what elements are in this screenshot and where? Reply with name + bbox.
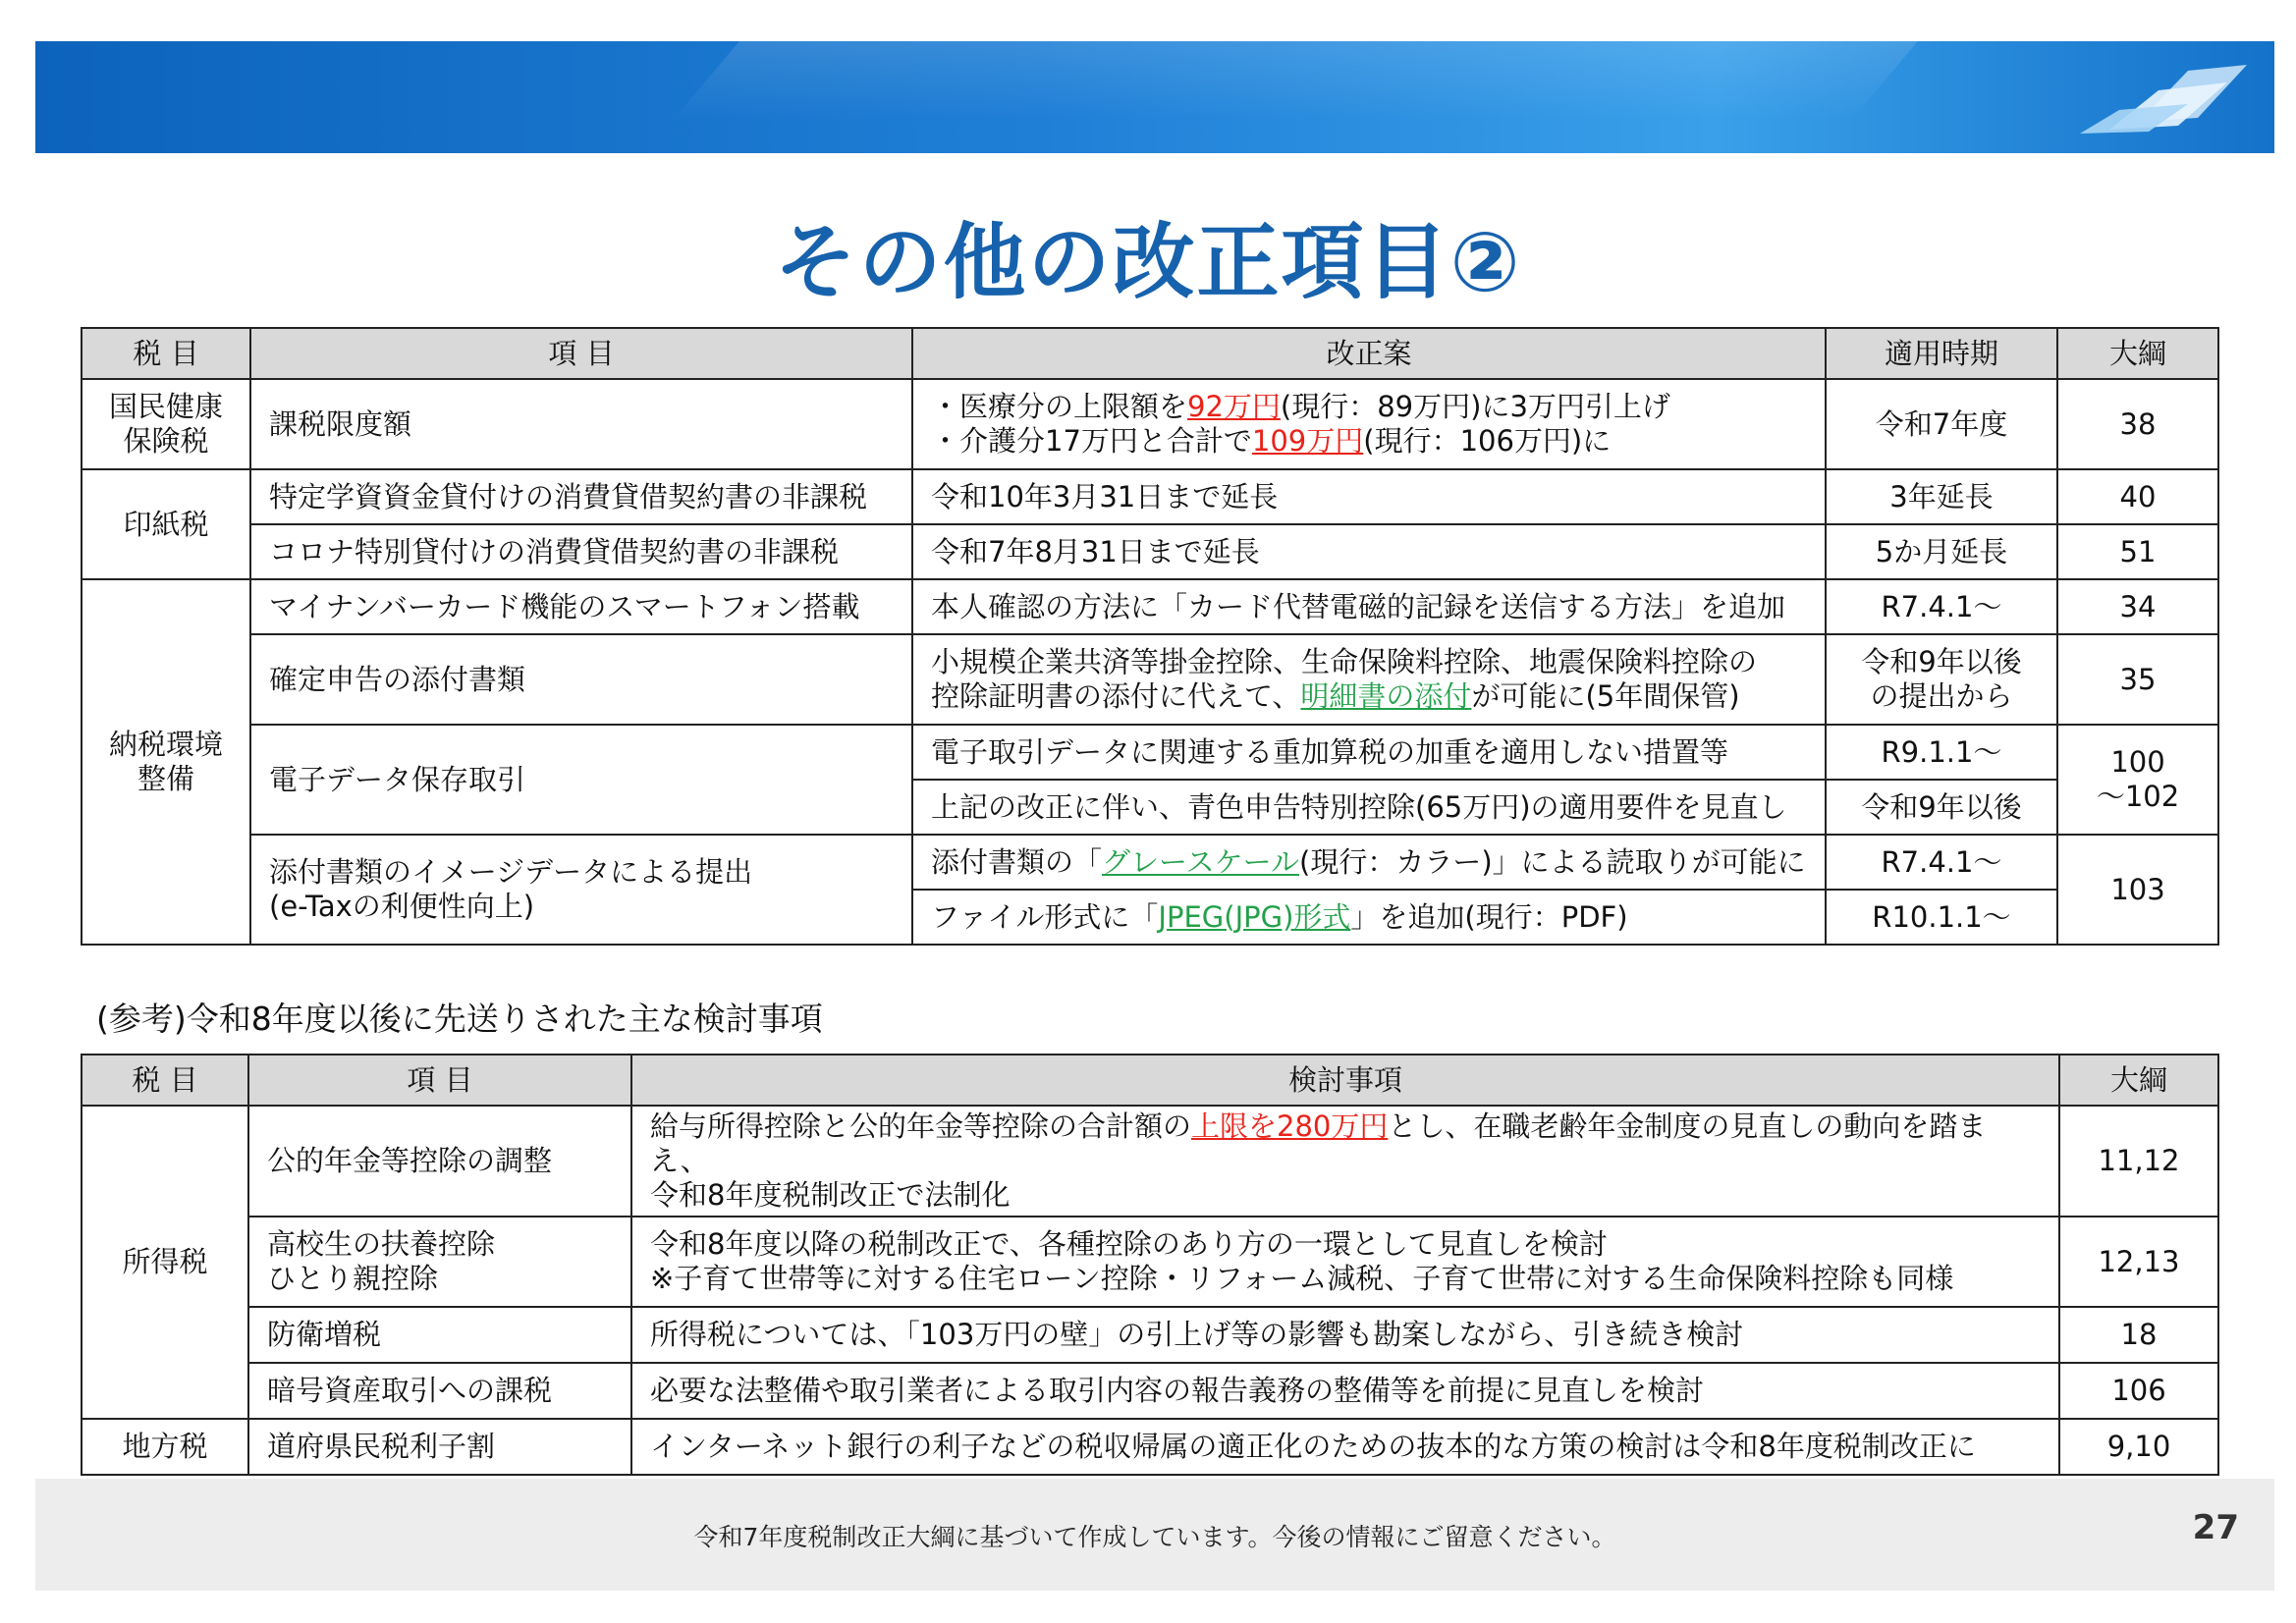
outline-cell: 103 — [2057, 835, 2218, 945]
outline-cell: 106 — [2059, 1363, 2218, 1419]
item-cell: マイナンバーカード機能のスマートフォン搭載 — [250, 579, 912, 634]
proposal-line — [931, 679, 1807, 714]
outline-cell: 9,10 — [2059, 1419, 2218, 1475]
footer-note: 令和7年度税制改正大綱に基づいて作成しています。今後の情報にご留意ください。 — [693, 1523, 1616, 1551]
proposal-line — [931, 424, 1807, 459]
table-row — [82, 1217, 2218, 1307]
tax-cell: 地方税 — [82, 1419, 248, 1475]
item-cell: 課税限度額 — [250, 379, 912, 469]
header-item: 項 目 — [250, 328, 912, 379]
highlight-red: 上限を280万円 — [1191, 1109, 1389, 1143]
header-tax: 税 目 — [82, 1055, 248, 1106]
header-band — [35, 41, 2274, 153]
proposal-line: 小規模企業共済等掛金控除、生命保険料控除、地震保険料控除の — [931, 645, 1758, 678]
consideration-line: ※子育て世帯等に対する住宅ローン控除・リフォーム減税、子育て世帯に対する生命保険料控除も同様 — [650, 1262, 1954, 1295]
consideration-cell — [631, 1217, 2059, 1307]
outline-cell: 18 — [2059, 1307, 2218, 1363]
table-row — [82, 469, 2218, 524]
text: とし、在職老齢年金制度の見直しの動向を踏まえ、 — [650, 1109, 1987, 1177]
timing-cell: R7.4.1～ — [1826, 835, 2057, 890]
proposal-cell — [912, 835, 1826, 890]
timing-cell: 令和7年度 — [1826, 379, 2057, 469]
proposal-cell: 本人確認の方法に「カード代替電磁的記録を送信する方法」を追加 — [912, 579, 1826, 634]
text: 控除証明書の添付に代えて、 — [931, 679, 1301, 713]
table-row — [82, 1106, 2218, 1217]
text: が可能に(5年間保管) — [1471, 679, 1740, 713]
text: (現行：89万円)に3万円引上げ — [1280, 390, 1670, 423]
tax-cell: 所得税 — [82, 1106, 248, 1419]
table-row — [82, 1363, 2218, 1419]
item-cell: 高校生の扶養控除 ひとり親控除 — [248, 1217, 631, 1307]
highlight-red: 92万円 — [1187, 390, 1281, 423]
table-row — [82, 725, 2218, 780]
consideration-line: 令和8年度税制改正で法制化 — [650, 1178, 1011, 1212]
proposal-cell — [912, 634, 1826, 725]
consideration-cell: 必要な法整備や取引業者による取引内容の報告義務の整備等を前提に見直しを検討 — [631, 1363, 2059, 1419]
table-row — [82, 524, 2218, 579]
outline-cell: 40 — [2057, 469, 2218, 524]
item-cell: 道府県民税利子割 — [248, 1419, 631, 1475]
outline-cell: 100 ～102 — [2057, 725, 2218, 835]
timing-cell: 令和9年以後 — [1826, 780, 2057, 835]
outline-cell: 35 — [2057, 634, 2218, 725]
proposal-cell — [912, 890, 1826, 945]
item-cell: 公的年金等控除の調整 — [248, 1106, 631, 1217]
table-row — [82, 634, 2218, 725]
timing-cell: 令和9年以後 の提出から — [1826, 634, 2057, 725]
text: (現行：106万円)に — [1363, 424, 1612, 458]
item-cell: 電子データ保存取引 — [250, 725, 912, 835]
item-cell: 添付書類のイメージデータによる提出 (e-Taxの利便性向上) — [250, 835, 912, 945]
outline-cell: 34 — [2057, 579, 2218, 634]
highlight-red: 109万円 — [1251, 424, 1364, 458]
outline-cell: 11,12 — [2059, 1106, 2218, 1217]
consideration-cell — [631, 1106, 2059, 1217]
item-cell: 防衛増税 — [248, 1307, 631, 1363]
stripes-logo-icon — [2080, 63, 2247, 134]
text: ファイル形式に「 — [931, 899, 1159, 934]
text: (現行：カラー)」による読取りが可能に — [1299, 844, 1806, 879]
table-row — [82, 1307, 2218, 1363]
header-sheen — [674, 41, 1951, 120]
page-title: その他の改正項目② — [774, 214, 1522, 310]
proposal-cell — [912, 379, 1826, 469]
tax-cell: 国民健康 保険税 — [82, 379, 250, 469]
table-row — [82, 379, 2218, 469]
consideration-cell: インターネット銀行の利子などの税収帰属の適正化のための抜本的な方策の検討は令和8年度税制改正に — [631, 1419, 2059, 1475]
highlight-green: グレースケール — [1102, 844, 1299, 879]
proposal-line — [931, 390, 1807, 424]
timing-cell: R9.1.1～ — [1826, 725, 2057, 780]
tax-cell: 納税環境 整備 — [82, 579, 250, 945]
tax-cell: 印紙税 — [82, 469, 250, 579]
revision-table — [81, 327, 2219, 946]
proposal-cell: 令和7年8月31日まで延長 — [912, 524, 1826, 579]
header-proposal: 改正案 — [912, 328, 1826, 379]
header-tax: 税 目 — [82, 328, 250, 379]
item-cell: コロナ特別貸付けの消費貸借契約書の非課税 — [250, 524, 912, 579]
highlight-green: JPEG(JPG)形式 — [1158, 899, 1351, 934]
item-cell: 暗号資産取引への課税 — [248, 1363, 631, 1419]
outline-cell: 38 — [2057, 379, 2218, 469]
text: ・介護分17万円と合計で — [931, 424, 1252, 458]
page-number: 27 — [2192, 1508, 2239, 1547]
proposal-cell: 令和10年3月31日まで延長 — [912, 469, 1826, 524]
footer-bar — [35, 1479, 2274, 1591]
text: 給与所得控除と公的年金等控除の合計額の — [650, 1109, 1192, 1143]
reference-heading: (参考)令和8年度以後に先送りされた主な検討事項 — [96, 1000, 823, 1038]
table-header-row — [82, 1055, 2218, 1106]
timing-cell: 5か月延長 — [1826, 524, 2057, 579]
table-row — [82, 579, 2218, 634]
header-timing: 適用時期 — [1826, 328, 2057, 379]
header-item: 項 目 — [248, 1055, 631, 1106]
text: 添付書類の「 — [931, 844, 1103, 879]
item-cell: 確定申告の添付書類 — [250, 634, 912, 725]
consideration-cell: 所得税については、「103万円の壁」の引上げ等の影響も勘案しながら、引き続き検討 — [631, 1307, 2059, 1363]
header-consideration: 検討事項 — [631, 1055, 2059, 1106]
consideration-line — [650, 1109, 2041, 1178]
item-cell: 特定学資資金貸付けの消費貸借契約書の非課税 — [250, 469, 912, 524]
header-outline: 大綱 — [2057, 328, 2218, 379]
consideration-line: 令和8年度以降の税制改正で、各種控除のあり方の一環として見直しを検討 — [650, 1227, 1608, 1261]
timing-cell: R10.1.1～ — [1826, 890, 2057, 945]
timing-cell: R7.4.1～ — [1826, 579, 2057, 634]
proposal-cell: 電子取引データに関連する重加算税の加重を適用しない措置等 — [912, 725, 1826, 780]
table-header-row — [82, 328, 2218, 379]
outline-cell: 51 — [2057, 524, 2218, 579]
text: 」を追加(現行：PDF) — [1350, 899, 1628, 934]
header-outline: 大綱 — [2059, 1055, 2218, 1106]
timing-cell: 3年延長 — [1826, 469, 2057, 524]
proposal-cell: 上記の改正に伴い、青色申告特別控除(65万円)の適用要件を見直し — [912, 780, 1826, 835]
reference-table — [81, 1054, 2219, 1476]
text: ・医療分の上限額を — [931, 390, 1188, 423]
table-row — [82, 835, 2218, 890]
highlight-green: 明細書の添付 — [1300, 679, 1472, 713]
table-row — [82, 1419, 2218, 1475]
outline-cell: 12,13 — [2059, 1217, 2218, 1307]
